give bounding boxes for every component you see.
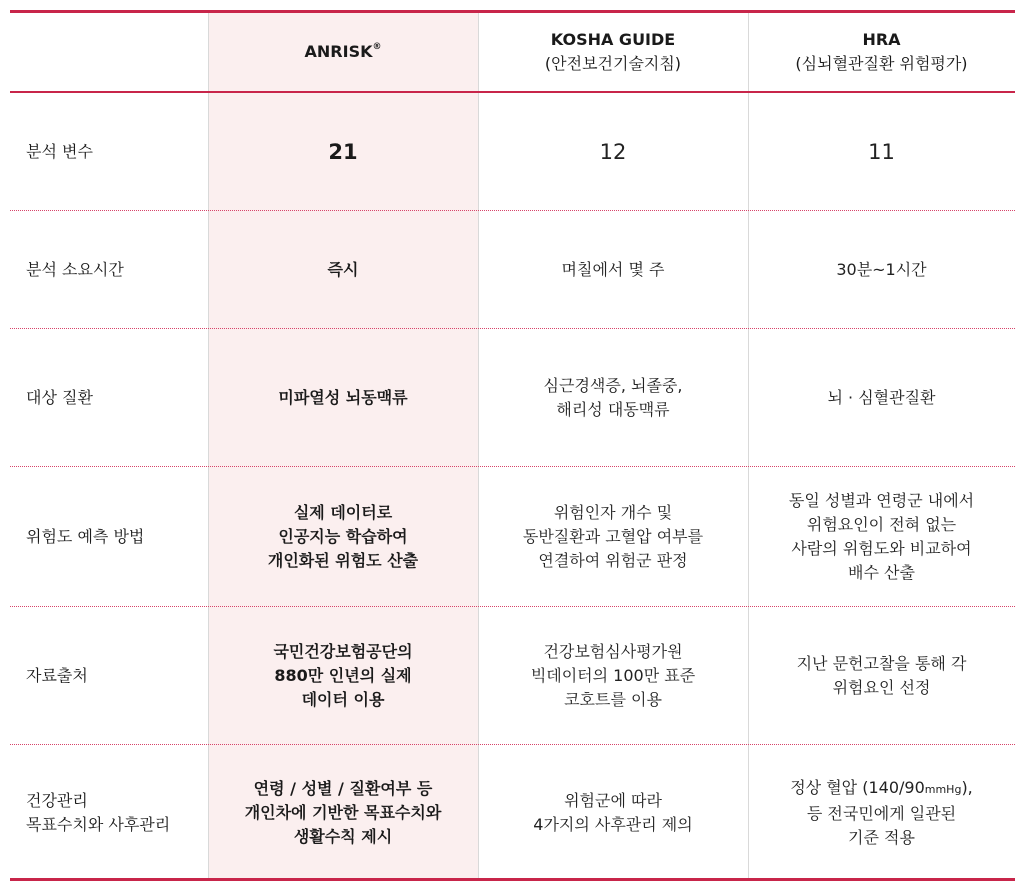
header-kosha [478,13,748,91]
table-row [10,329,1015,467]
anrisk-value: 미파열성 뇌동맥류 [278,387,408,407]
table-row [10,745,1015,881]
kosha-value: 며칠에서 몇 주 [561,259,665,279]
header-blank-cell [10,13,208,91]
table-header-row [10,13,1015,93]
kosha-title: KOSHA GUIDE [550,30,676,49]
hra-value: 정상 혈압 (140/90mmHg), 등 전국민에게 일관된 기준 적용 [790,778,973,847]
row-label: 대상 질환 [26,387,93,407]
anrisk-title: ANRISK [304,42,373,61]
hra-title: HRA [862,30,901,49]
kosha-value: 건강보험심사평가원 빅데이터의 100만 표준 코호트를 이용 [530,641,696,709]
header-anrisk [208,13,478,91]
table-row [10,467,1015,607]
kosha-subtitle: (안전보건기술지침) [544,54,682,73]
hra-value: 뇌 · 심혈관질환 [827,387,936,407]
kosha-value: 위험군에 따라 4가지의 사후관리 제의 [533,791,693,834]
row-label: 분석 변수 [26,141,93,161]
anrisk-value: 실제 데이터로 인공지능 학습하여 개인화된 위험도 산출 [267,502,419,570]
hra-subtitle: (심뇌혈관질환 위험평가) [795,54,968,73]
kosha-value: 위험인자 개수 및 동반질환과 고혈압 여부를 연결하여 위험군 판정 [522,502,704,570]
table-row [10,93,1015,211]
table-row [10,607,1015,745]
comparison-table [10,10,1015,881]
row-label: 건강관리 목표수치와 사후관리 [26,791,171,834]
anrisk-value: 21 [328,139,358,164]
hra-value: 11 [868,139,895,164]
anrisk-value: 즉시 [327,259,359,279]
unit-mmhg: mmHg [924,783,962,796]
anrisk-value: 국민건강보험공단의 880만 인년의 실제 데이터 이용 [273,641,413,709]
row-label: 위험도 예측 방법 [26,526,145,546]
anrisk-value: 연령 / 성별 / 질환여부 등 개인차에 기반한 목표수치와 생활수칙 제시 [244,779,442,846]
row-label: 분석 소요시간 [26,259,124,279]
kosha-value: 12 [599,139,627,164]
hra-value: 동일 성별과 연령군 내에서 위험요인이 전혀 없는 사람의 위험도와 비교하여 배수 산출 [788,490,975,582]
hra-value: 지난 문헌고찰을 통해 각 위험요인 선정 [796,653,967,697]
header-hra [748,13,1015,91]
table-row [10,211,1015,329]
hra-value: 30분~1시간 [836,259,927,279]
row-label: 자료출처 [26,665,88,685]
kosha-value: 심근경색증, 뇌졸중, 해리성 대동맥류 [543,375,683,419]
registered-mark: ® [372,42,382,52]
